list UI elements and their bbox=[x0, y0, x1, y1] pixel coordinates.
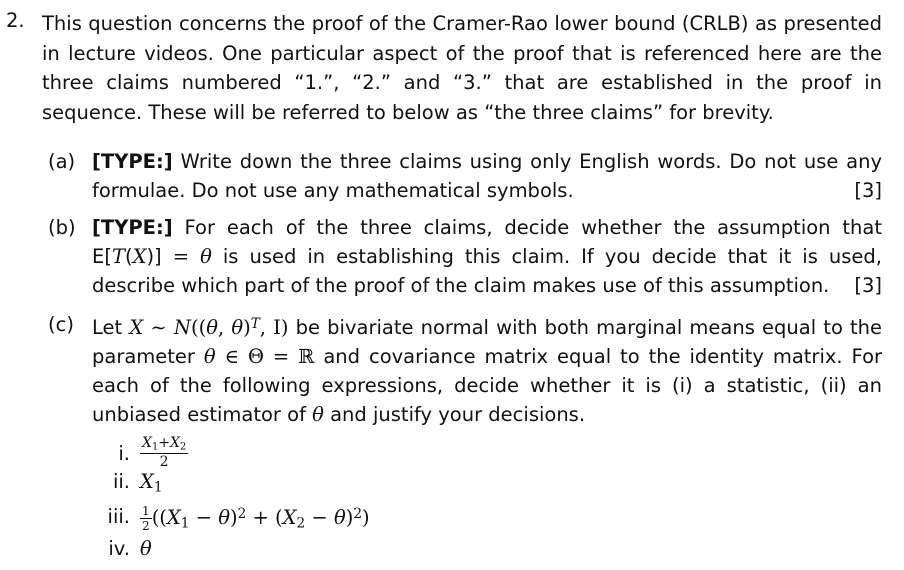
part-c-text-1: Let bbox=[92, 316, 123, 340]
part-c-theta: θ bbox=[312, 403, 324, 427]
part-b-body bbox=[92, 213, 882, 300]
part-b-text-2: is used in establishing this claim. If you decide that it is used, describe which part of the proof of the claim makes use of this assumption. bbox=[92, 245, 882, 297]
part-c bbox=[48, 310, 882, 429]
part-a-marks: [3] bbox=[854, 179, 882, 202]
item-i-expression: $\frac{X_1+X_2}{2}$ bbox=[142, 435, 187, 471]
question-intro: This question concerns the proof of the Cramer-Rao lower bound (CRLB) as presented in lecture videos. One particular aspect of the proof that is referenced here are the three claims numbered “1.”, “2.” and “3.” that are established in the proof in sequence. These will be referred to below as “the three claims” for brevity. bbox=[42, 12, 882, 124]
question-number: 2. bbox=[6, 9, 25, 32]
part-c-text-4: and justify your decisions. bbox=[330, 403, 586, 427]
part-a-label: (a) bbox=[48, 150, 76, 173]
list-item-iii bbox=[98, 505, 698, 533]
part-a-body bbox=[92, 147, 882, 205]
part-a-text: Write down the three claims using only English words. Do not use any formulae. Do not use any mathematical symbols. bbox=[92, 150, 882, 202]
item-iii-label: iii. bbox=[107, 505, 130, 528]
part-b-tag: [TYPE:] bbox=[92, 216, 173, 239]
part-c-label: (c) bbox=[48, 313, 74, 336]
part-c-parameter-space: θ ∈ Θ = ℝ bbox=[203, 345, 315, 369]
item-iii-expression: $\frac{1}{2}$ $((X_1 - \theta)^2 + (X_2 - \theta)^2)$ bbox=[142, 504, 370, 534]
item-ii-expression: $X_1$ bbox=[140, 470, 163, 496]
list-item-ii bbox=[98, 470, 698, 498]
part-c-body bbox=[92, 310, 882, 429]
part-b-marks: [3] bbox=[854, 274, 882, 297]
list-item-i bbox=[98, 435, 698, 471]
item-ii-label: ii. bbox=[112, 470, 130, 493]
part-a-tag: [TYPE:] bbox=[92, 150, 173, 173]
part-b-text-1: For each of the three claims, decide whether the assumption that bbox=[184, 216, 882, 239]
part-c-text-3: and covariance matrix equal to the identity matrix. For each of the following expressions, decide whether it is (i) a statistic, (ii) an unbiased estimator of bbox=[92, 345, 883, 427]
part-b-label: (b) bbox=[48, 216, 76, 239]
item-iv-expression: θ bbox=[140, 537, 152, 560]
part-a bbox=[48, 147, 882, 205]
part-b bbox=[48, 213, 882, 300]
part-c-text-2: be bivariate normal with both marginal means equal to the parameter bbox=[92, 316, 883, 369]
list-item-iv bbox=[98, 537, 698, 565]
item-iv-label: iv. bbox=[108, 537, 130, 560]
part-c-distribution-formula: X ∼ N((θ, θ)$^T$, I) bbox=[129, 316, 289, 340]
part-b-formula: E[T(X)] = θ bbox=[92, 245, 212, 268]
item-i-label: i. bbox=[118, 442, 130, 465]
